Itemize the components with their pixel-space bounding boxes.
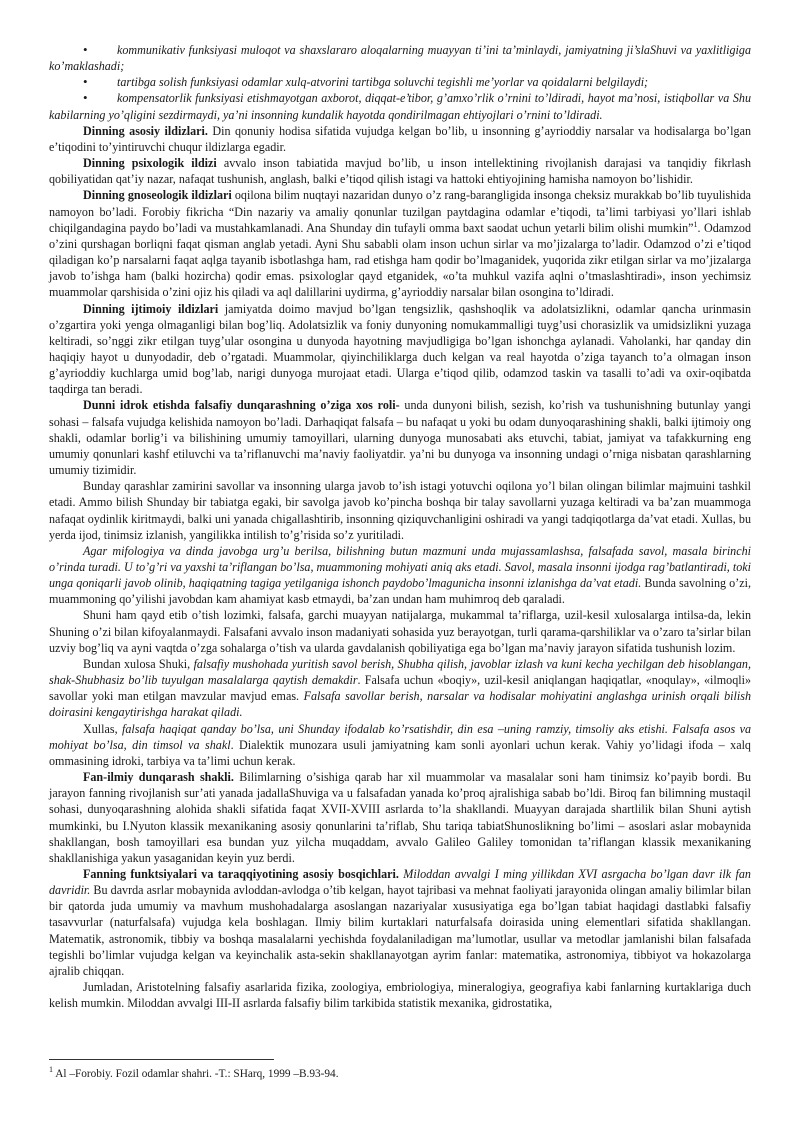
bullet-text: kommunikativ funksiyasi muloqot va shaxslararo aloqalarning muayyan ti’ini ta’minlaydi, jamiyatning ji’slaShuvi va yaxlitligiga ko’maklashadi; — [49, 43, 751, 74]
paragraph-text: unda dunyoni bilish, sezish, ko’rish va tushunishning butunlay yangi sohasi – falsafa vujudga kelishida namoyon bo’ladi. Darhaqiqat falsafa – bu nafaqat u yoki bu odam dunyoqarashining shakli, balki ijtimoiy ong shakli, odamlar borlig’i va bilishining umumiy tamoyillari, ularning dunyoga munosabati aks etuvchi, tabiat, jamiyat va tafakkurning eng umumiy qonunlari kashf etiluvchi va ta’riflanuvchi ma’naviy faoliyatdir. ya’ni bu dunyoga va insonning undagi o’rniga nisbatan qarashlarning umumiy tizimidir. — [49, 398, 752, 478]
bullet-text: tartibga solish funksiyasi odamlar xulq-atvorini tartibga soluvchi tegishli me’yorlar va qoidalarni belgilaydi; — [117, 75, 649, 90]
footnote-divider — [49, 1059, 274, 1060]
paragraph-text: oqilona bilim nuqtayi nazaridan dunyo o’z rang-barangligida insonga cheksiz murakkab bo’lib tuyulishida namoyon bo’ladi. Forobiy fikricha “Din nazariy va amaliy qonunlar tuzilgan paytdagina odamlar e’tiqodi, ta’limi tarbiyasi yo’llari ishlab chiqilgandagina paydo bo’ladi va mustahkamlanadi. Ana Shunday din tufayli omma baxt saodat uchun yetarli bilim olishi mumkin” — [49, 188, 751, 235]
list-item — [49, 74, 751, 90]
footnote-reference[interactable]: 1 — [693, 219, 698, 229]
paragraph-heading: Dinning ijtimoiy ildizlari — [83, 301, 219, 316]
paragraph — [49, 656, 751, 721]
paragraph: Jumladan, Aristotelning falsafiy asarlarida fizika, zoologiya, embriologiya, mineralogiya, geografiya kabi fanlarning kurtaklariga duch kelish mumkin. Miloddan avvalgi III-II asrlarda falsafiy bilim tarkibida statistik mexanika, gidrostatika, — [49, 980, 751, 1011]
paragraph-heading: Fan-ilmiy dunqarash shakli. — [83, 770, 234, 785]
paragraph — [49, 769, 751, 866]
paragraph-heading: Fanning funktsiyalari va taraqqiyotining asosiy bosqichlari. — [83, 866, 399, 881]
footnote-text: Al –Forobiy. Fozil odamlar shahri. -T.: SHarq, 1999 –B.93-94. — [53, 1068, 339, 1080]
paragraph — [49, 866, 751, 979]
paragraph-italic: Miloddan avvalgi I ming yillikdan XVI asrgacha bo’lgan davr ilk fan davridir. — [49, 866, 751, 898]
paragraph-text: . Odamzod o’zini qurshagan borliqni faqat qisman anglab yetadi. Ayni Shu sababli olam inson uchun sirlar va mo’jizalarga to’ladir. Odamzod o’zi e’tiqod qiladigan ko’p narsalarni faqat aqlga tayanib isbotlashga ham, rad etishga ham qodir bo’lmaganidek, yuqorida zikr etilgan sirlar va mo’jizalarga javob to’ishga ham (balki hozircha) qodir emas. psixologlar qayd etganidek, «o’ta muhkul vazifa aqlni o’tmaslashtiradi», inson yechimsiz muammolar qarshisida o’zini ojiz his qiladi va aql dalillarini uydirma, g’ayrioddiy narsalar bilan osongina to’ldiradi. — [49, 220, 751, 300]
paragraph-heading: Dinning asosiy ildizlari. — [83, 123, 208, 138]
paragraph-heading: Dunni idrok etishda falsafiy dunqarashning o’ziga xos roli- — [83, 398, 400, 413]
paragraph-heading: Dinning psixologik ildizi — [83, 156, 217, 171]
paragraph-italic: Falsafa savollar berish, narsalar va hodisalar mohiyatini anglashga urinish orqali bilish doirasini kengaytirishga harakat qiladi. — [49, 689, 751, 720]
bullet-text: kompensatorlik funksiyasi etishmayotgan axborot, diqqat-e’tibor, g’amxo’rlik o’rnini to’ldiradi, hayot ma’nosi, istiqbollar va Shu kabilarning yo’qligini sezdirmaydi, ya’ni insonning kundalik hayotda qondirilmagan ehtiyojlari o’rnini to’ldiradi. — [49, 91, 751, 122]
paragraph — [49, 721, 751, 769]
paragraph — [49, 397, 751, 478]
paragraph — [49, 543, 751, 608]
paragraph-text: . Falsafa uchun «boqiy», uzil-kesil aniqlangan haqiqatlar, «noqulay», «ilmoqli» savollar yoki man etilgan mavzular mavjud emas. — [49, 673, 752, 704]
paragraph-text: . Dialektik munozara usuli jamiyatning kam sonli ayonlari uchun kerak. Vahiy yo’lidagi ifoda – xalq ommasining idroki, tarbiya va ta’limi uchun kerak. — [49, 737, 751, 768]
paragraph-italic: falsafa haqiqat qanday bo’lsa, uni Shunday ifodalab ko’rsatishdir, din esa –uning ramziy, timsoliy aks etishi. Falsafa asos va mohiyat bo’lsa, din timsol va shakl — [49, 721, 751, 752]
paragraph-text: avvalo inson tabiatida mavjud bo’lib, u inson intellektining rivojlanish darajasi va tanqidiy fikrlash qobiliyatidan qat’iy nazar, nafaqat tushunish, anglash, balki e’tiqod qilish istagi va hattoki ehtiyojining hamisha namoyon bo’lishidir. — [49, 156, 751, 187]
paragraph-text: Din qonuniy hodisa sifatida vujudga kelgan bo’lib, u insonning g’ayrioddiy narsalar va hodisalarga bo’lgan e’tiqodini to’yintiruvchi chuqur ildizlarga egadir. — [49, 123, 751, 154]
paragraph: Bunday qarashlar zamirini savollar va insonning ularga javob to’ish istagi yotuvchi oqilona yo’l bilan olingan bilimlar majmuini tashkil etadi. Ammo bilish Shunday bir tabiatga egaki, bir savolga javob ko’pincha boshqa bir talay savollarni yuzaga keltiradi va ba’zan muammoga nafaqat oydinlik kiritmaydi, balki uni yanada chigallashtirib, insonning qiziquvchanligini oshiradi va yangi tadqiqotlarga da’vat etadi. Xullas, bu yerda ijod, tinimsiz izlanish, yangilikka intilish to’g’risida so’z yuritiladi. — [49, 479, 751, 542]
paragraph-text: Xullas, — [83, 721, 122, 736]
paragraph — [49, 301, 751, 398]
paragraph-heading: Dinning gnoseologik ildizlari — [83, 188, 232, 203]
list-item — [49, 90, 751, 122]
paragraph-italic: Agar mifologiya va dinda javobga urg’u berilsa, bilishning butun mazmuni unda mujassamlashsa, falsafada savol, masala birinchi o’rinda turadi. U to’g’ri va yaxshi ta’riflangan bo’lsa, muammoning mohiyati aniq aks etadi. Savol, masala insonni ijodga rag’batlantiradi, toki unga qoniqarli javob olinib, haqiqatning tagiga yetilganiga ishonch paydobo’lmagunicha insonni izlanishga da’vat etadi. — [49, 543, 751, 591]
footnote-mark: 1 — [49, 1065, 53, 1075]
paragraph-text: Bu davrda asrlar mobaynida avloddan-avlodga o’tib kelgan, hayot tajribasi va mehnat faoliyati jarayonida olingan amaliy bilimlar bilan bir qatorda juda umumiy va mavhum mushohadalarga asoslangan nazariyalar xususiyatiga ega bo’lgan tabiat haqidagi dastlabki falsafiy tasavvurlar (naturfalsafa) vujudga kela boshlagan. Ilmiy bilim kurtaklari naturfalsafa doirasida uning elementlari sifatida shakllangan. Matematik, astronomik, tibbiy va boshqa masalalarni yechishda foydalaniladigan ma’lumotlar, usullar va metodlar jamlanishi bilan falsafada tegishli bo’limlar vujudga kelgan va keyinchalik asta-sekin shakllanayotgan ayrim fanlar: matematika, astronomiya, tibbiyot va hokazolarga ajralib chiqqan. — [49, 883, 751, 978]
paragraph-italic: falsafiy mushohada yuritish savol berish, Shubha qilish, javoblar izlash va kuni kecha yechilgan deb hisoblangan, shak-Shubhasiz bo’lib tuyulgan masalalarga qaytish demakdir — [49, 656, 751, 688]
paragraph — [49, 187, 751, 300]
list-item — [49, 42, 751, 74]
document-body — [49, 42, 751, 1011]
paragraph-text: Bunda savolning o’zi, muammoning qo’yilishi javobdan kam ahamiyat kasb etmaydi, ba’zan undan ham muhimroq deb qaraladi. — [49, 576, 752, 607]
footnote — [49, 1067, 339, 1081]
paragraph — [49, 123, 751, 155]
paragraph — [49, 155, 751, 187]
paragraph-text: Bilimlarning o’sishiga qarab har xil muammolar va masalalar soni ham tinimsiz ko’payib bordi. Bu jarayon fanning rivojlanish sur’ati yanada jadallaShuviga va u falsafadan yanada ko’proq ajralishiga sabab bo’ldi. Biroq fan bilimning mustaqil sohasi, dunyoqarashning alohida shakli sifatida faqat XVII-XVIII asrlarda to’la shakllandi. Muayyan darajada shartlilik bilan Shuni aytish mumkinki, bu I.Nyuton klassik mexanikaning asosiy qonunlarini ta’riflab, Shu tariqa tabiatShunoslikning bo’limi – asoslari aslar mobaynida shakllangan, bosh tamoyillari esa bundan yuz yilcha muqaddam, avvalo Galileo Galiley tomonidan ta’riflangan klassik mexanikaning shakllanishiga yakun yasaganidan keyin yuz berdi. — [49, 770, 751, 865]
paragraph: Shuni ham qayd etib o’tish lozimki, falsafa, garchi muayyan natijalarga, mukammal ta’riflarga, uzil-kesil xulosalarga intilsa-da, lekin Shuning o’zi bilan kifoyalanmaydi. Falsafani avvalo inson madaniyati sohasida yuz berayotgan, turli qarama-qarshiliklar va o’zaro ta’sirlar bilan uzviy bog’liq va ayni vaqtda o’zga sohalarga o’tish va ularda gavdalanish qobiliyatiga ega bo’lgan ma’naviy jarayon sifatida tushunish lozim. — [49, 608, 751, 655]
paragraph-text: Bundan xulosa Shuki, — [83, 656, 194, 671]
paragraph-text: jamiyatda doimo mavjud bo’lgan tengsizlik, qashshoqlik va adolatsizlikni, odamlar qancha urinmasin o’zgartira yoki yenga olmaganligi bilan bog’liq. Adolatsizlik va foniy dunyoning nomukammalligi tuyg’usi chorasizlik va umidsizlikni yuzaga keltiradi, so’nggi zikr etilgan tuyg’ular osongina u dunyoda hayotning mavjudligiga bo’lgan ishonchga aylanadi. Vaholanki, har qanday din haqiqiy hayot u dunyodadir, deb o’rgatadi. Muammolar, qiyinchiliklarga duch kelgan va real hayotda o’ziga tayanch to’a olmagan inson g’ayrioddiy kuchlarga umid bog’lab, narigi dunyoga murojaat etadi. Ularga e’tiqod qilib, odamzod taskin va tasalli to’adi va oxir-oqibatda taqdirga tan beradi. — [49, 301, 751, 397]
